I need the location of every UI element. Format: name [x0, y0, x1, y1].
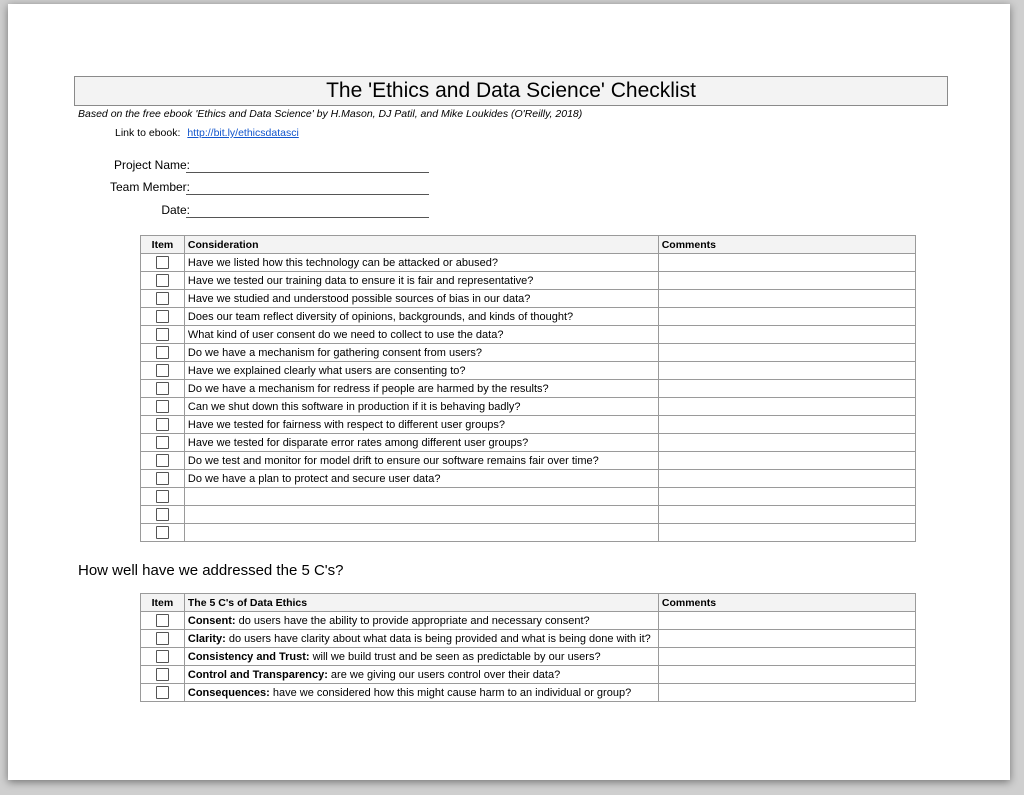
consideration-cell: Do we have a mechanism for redress if people are harmed by the results? [184, 380, 658, 398]
date-line[interactable] [186, 217, 429, 218]
col-header-consideration: Consideration [184, 236, 658, 254]
checkbox-cell [141, 524, 185, 542]
comments-cell[interactable] [658, 254, 915, 272]
checkbox[interactable] [156, 382, 169, 395]
comments-cell[interactable] [658, 434, 915, 452]
checkbox-cell [141, 326, 185, 344]
checkbox[interactable] [156, 686, 169, 699]
project-name-field [68, 156, 438, 176]
table-row [141, 398, 916, 416]
consideration-cell: What kind of user consent do we need to collect to use the data? [184, 326, 658, 344]
consideration-cell: Have we tested for fairness with respect to different user groups? [184, 416, 658, 434]
consideration-cell: Have we studied and understood possible sources of bias in our data? [184, 290, 658, 308]
comments-cell[interactable] [658, 524, 915, 542]
comments-cell[interactable] [658, 612, 915, 630]
date-label: Date: [161, 203, 190, 217]
table-row [141, 648, 916, 666]
table-row [141, 362, 916, 380]
ebook-label: Link to ebook: [115, 127, 181, 139]
table-row [141, 452, 916, 470]
comments-cell[interactable] [658, 506, 915, 524]
checkbox-cell [141, 630, 185, 648]
table-row [141, 380, 916, 398]
project-name-label: Project Name: [113, 158, 190, 172]
comments-cell[interactable] [658, 470, 915, 488]
five-c-cell [184, 684, 658, 702]
consideration-cell: Does our team reflect diversity of opinions, backgrounds, and kinds of thought? [184, 308, 658, 326]
five-c-cell [184, 630, 658, 648]
project-name-line[interactable] [186, 172, 429, 173]
checkbox[interactable] [156, 490, 169, 503]
table-row [141, 308, 916, 326]
table-row [141, 470, 916, 488]
comments-cell[interactable] [658, 290, 915, 308]
subtitle: Based on the free ebook 'Ethics and Data Science' by H.Mason, DJ Patil, and Mike Loukides (O'Reilly, 2018) [78, 108, 583, 120]
checkbox-cell [141, 612, 185, 630]
checkbox-cell [141, 684, 185, 702]
checkbox-cell [141, 488, 185, 506]
col-header-comments: Comments [658, 594, 915, 612]
table-row [141, 666, 916, 684]
checkbox-cell [141, 272, 185, 290]
team-member-label: Team Member: [109, 180, 190, 194]
ebook-link-row [115, 127, 299, 139]
document-page [8, 4, 1010, 780]
checkbox[interactable] [156, 650, 169, 663]
five-c-question: are we giving our users control over their data? [327, 668, 561, 681]
team-member-line[interactable] [186, 194, 429, 195]
checkbox[interactable] [156, 508, 169, 521]
checkbox-cell [141, 254, 185, 272]
checkbox-cell [141, 648, 185, 666]
checkbox[interactable] [156, 346, 169, 359]
checkbox-cell [141, 666, 185, 684]
comments-cell[interactable] [658, 452, 915, 470]
checkbox[interactable] [156, 256, 169, 269]
considerations-table [140, 235, 916, 542]
checkbox-cell [141, 308, 185, 326]
comments-cell[interactable] [658, 648, 915, 666]
consideration-cell: Do we have a mechanism for gathering consent from users? [184, 344, 658, 362]
checkbox-cell [141, 362, 185, 380]
consideration-cell: Have we tested for disparate error rates among different user groups? [184, 434, 658, 452]
checkbox[interactable] [156, 668, 169, 681]
comments-cell[interactable] [658, 344, 915, 362]
col-header-item: Item [141, 594, 185, 612]
five-c-question: will we build trust and be seen as predictable by our users? [309, 650, 601, 663]
comments-cell[interactable] [658, 398, 915, 416]
five-c-term: Control and Transparency: [187, 668, 328, 681]
table-row [141, 254, 916, 272]
table-row [141, 272, 916, 290]
checkbox-cell [141, 344, 185, 362]
five-c-cell [184, 648, 658, 666]
five-c-term: Consistency and Trust: [187, 650, 310, 663]
checkbox[interactable] [156, 454, 169, 467]
checkbox-cell [141, 290, 185, 308]
checkbox[interactable] [156, 364, 169, 377]
checkbox[interactable] [156, 274, 169, 287]
date-field [68, 201, 438, 221]
comments-cell[interactable] [658, 362, 915, 380]
comments-cell[interactable] [658, 272, 915, 290]
consideration-cell: Have we listed how this technology can be attacked or abused? [184, 254, 658, 272]
checkbox[interactable] [156, 328, 169, 341]
checkbox[interactable] [156, 472, 169, 485]
checkbox-cell [141, 380, 185, 398]
consideration-cell: Do we test and monitor for model drift to ensure our software remains fair over time? [184, 452, 658, 470]
team-member-field [68, 178, 438, 198]
col-header-five-cs: The 5 C's of Data Ethics [184, 594, 658, 612]
checkbox[interactable] [156, 526, 169, 539]
checkbox[interactable] [156, 310, 169, 323]
table-row [141, 630, 916, 648]
table-row [141, 344, 916, 362]
checkbox[interactable] [156, 614, 169, 627]
consideration-cell [184, 524, 658, 542]
checkbox-cell [141, 416, 185, 434]
checkbox-cell [141, 434, 185, 452]
table-row [141, 524, 916, 542]
comments-cell[interactable] [658, 684, 915, 702]
comments-cell[interactable] [658, 666, 915, 684]
five-c-term: Consequences: [187, 686, 270, 699]
comments-cell[interactable] [658, 488, 915, 506]
consideration-cell: Have we explained clearly what users are consenting to? [184, 362, 658, 380]
ebook-link[interactable]: http://bit.ly/ethicsdatasci [187, 127, 299, 139]
checkbox[interactable] [156, 418, 169, 431]
comments-cell[interactable] [658, 308, 915, 326]
table-row [141, 326, 916, 344]
consideration-cell [184, 506, 658, 524]
comments-cell[interactable] [658, 416, 915, 434]
checkbox[interactable] [156, 632, 169, 645]
consideration-cell: Have we tested our training data to ensure it is fair and representative? [184, 272, 658, 290]
table-row [141, 684, 916, 702]
consideration-cell: Do we have a plan to protect and secure user data? [184, 470, 658, 488]
table-row [141, 434, 916, 452]
comments-cell[interactable] [658, 380, 915, 398]
col-header-item: Item [141, 236, 185, 254]
checkbox[interactable] [156, 292, 169, 305]
checkbox-cell [141, 506, 185, 524]
table-row [141, 416, 916, 434]
comments-cell[interactable] [658, 326, 915, 344]
five-c-term: Consent: [187, 614, 236, 627]
five-c-question: do users have clarity about what data is being provided and what is being done with it? [225, 632, 651, 645]
five-c-term: Clarity: [187, 632, 226, 645]
checkbox-cell [141, 398, 185, 416]
checkbox[interactable] [156, 436, 169, 449]
col-header-comments: Comments [658, 236, 915, 254]
page-title: The 'Ethics and Data Science' Checklist [74, 76, 948, 106]
table-row [141, 488, 916, 506]
five-c-question: do users have the ability to provide appropriate and necessary consent? [235, 614, 590, 627]
five-cs-table [140, 593, 916, 702]
consideration-cell: Can we shut down this software in production if it is behaving badly? [184, 398, 658, 416]
five-c-cell [184, 666, 658, 684]
checkbox-cell [141, 452, 185, 470]
five-cs-heading: How well have we addressed the 5 C's? [78, 562, 344, 579]
table-row [141, 506, 916, 524]
five-c-question: have we considered how this might cause harm to an individual or group? [269, 686, 632, 699]
comments-cell[interactable] [658, 630, 915, 648]
table-row [141, 612, 916, 630]
table-row [141, 290, 916, 308]
checkbox[interactable] [156, 400, 169, 413]
checkbox-cell [141, 470, 185, 488]
five-c-cell [184, 612, 658, 630]
consideration-cell [184, 488, 658, 506]
